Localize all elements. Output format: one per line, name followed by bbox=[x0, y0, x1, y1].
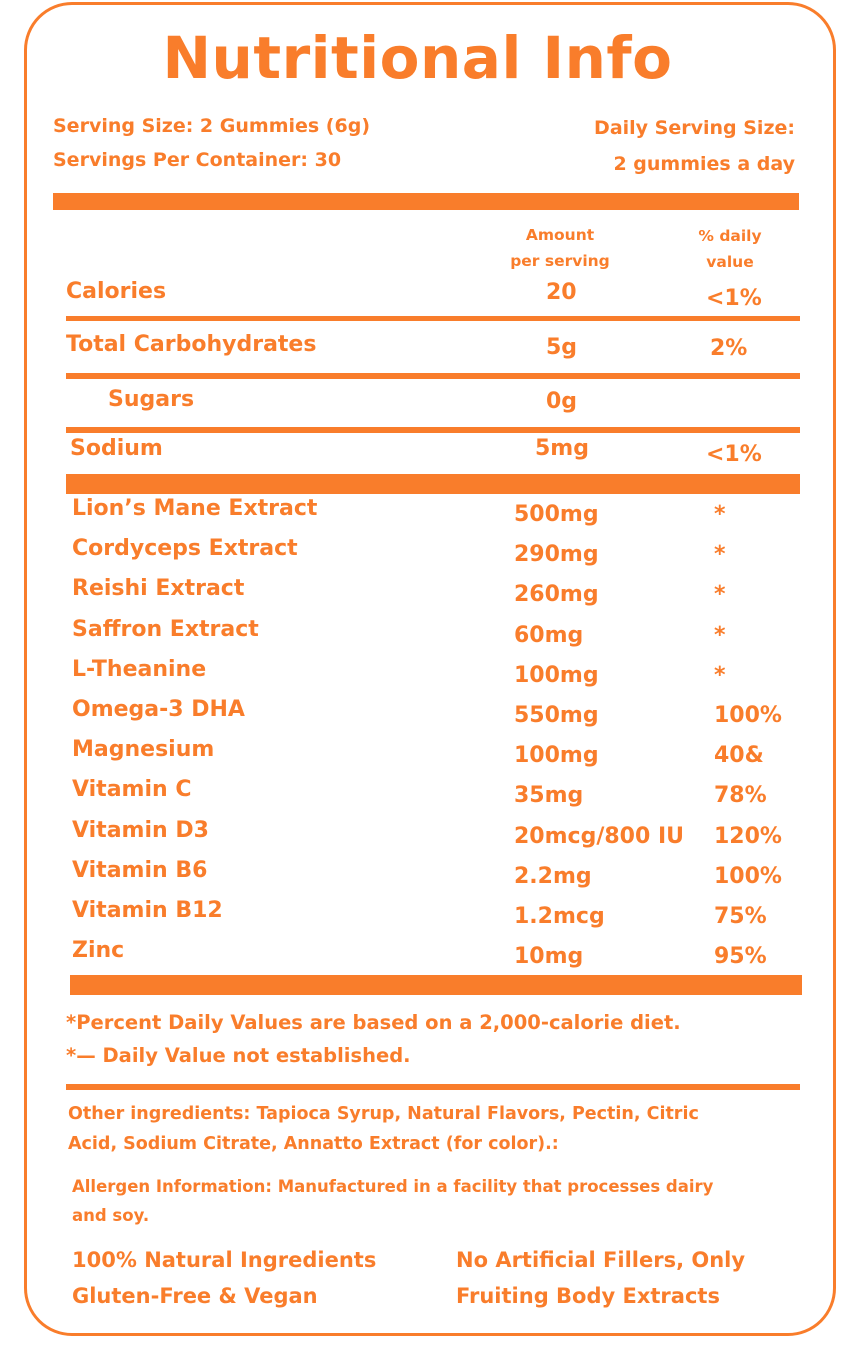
thick-divider bbox=[53, 193, 799, 210]
nutrient-daily-value: 2% bbox=[710, 336, 748, 361]
ingredient-amount: 550mg bbox=[514, 703, 599, 728]
serving-size: Serving Size: 2 Gummies (6g) bbox=[53, 115, 370, 137]
thick-divider bbox=[66, 474, 800, 494]
ingredient-amount: 100mg bbox=[514, 662, 599, 688]
ingredient-name: Omega-3 DHA bbox=[72, 697, 245, 722]
allergen-line: and soy. bbox=[72, 1206, 150, 1225]
nutrient-name: Total Carbohydrates bbox=[66, 332, 317, 357]
column-header-daily-value: % daily value bbox=[698, 227, 762, 271]
ingredient-daily-value: * bbox=[714, 502, 726, 527]
other-ingredients-line: Acid, Sodium Citrate, Annatto Extract (for color).: bbox=[68, 1134, 559, 1154]
nutrient-name: Calories bbox=[66, 279, 167, 304]
nutrient-amount: 0g bbox=[546, 389, 578, 414]
ingredient-amount: 2.2mg bbox=[514, 863, 592, 889]
ingredient-name: Reishi Extract bbox=[72, 576, 245, 602]
ingredient-amount: 20mcg/800 IU bbox=[514, 823, 684, 849]
column-header-amount: Amount per serving bbox=[510, 226, 610, 270]
claim-natural: 100% Natural Ingredients bbox=[72, 1248, 377, 1272]
claim-fruiting-body: Fruiting Body Extracts bbox=[456, 1284, 720, 1308]
ingredient-daily-value: 40& bbox=[714, 743, 764, 769]
ingredient-name: Lion’s Mane Extract bbox=[72, 496, 318, 521]
ingredient-daily-value: 78% bbox=[714, 783, 767, 809]
ingredient-daily-value: * bbox=[714, 622, 726, 648]
row-divider bbox=[66, 427, 800, 433]
footnote-percent-dv: *Percent Daily Values are based on a 2,000-calorie diet. bbox=[66, 1011, 681, 1034]
row-divider bbox=[66, 316, 800, 321]
page-title: Nutritional Info bbox=[162, 24, 673, 92]
nutrient-amount: 20 bbox=[546, 280, 577, 305]
ingredient-amount: 60mg bbox=[514, 622, 584, 648]
servings-per-container: Servings Per Container: 30 bbox=[53, 149, 342, 171]
ingredient-daily-value: * bbox=[714, 542, 726, 568]
ingredient-amount: 500mg bbox=[514, 502, 599, 527]
nutrient-amount: 5g bbox=[546, 335, 578, 360]
row-divider bbox=[66, 1084, 800, 1090]
ingredient-amount: 260mg bbox=[514, 582, 599, 608]
nutrient-daily-value: <1% bbox=[706, 442, 762, 467]
footnote-not-established: *— Daily Value not established. bbox=[66, 1044, 411, 1067]
ingredient-amount: 290mg bbox=[514, 542, 599, 568]
ingredient-daily-value: 75% bbox=[714, 904, 767, 929]
nutrient-daily-value: <1% bbox=[706, 286, 762, 311]
thick-divider bbox=[70, 975, 802, 995]
row-divider bbox=[66, 373, 800, 379]
ingredient-amount: 10mg bbox=[514, 944, 584, 970]
claim-gluten-free: Gluten-Free & Vegan bbox=[72, 1284, 318, 1308]
ingredient-daily-value: 95% bbox=[714, 944, 767, 970]
ingredient-name: Vitamin C bbox=[72, 777, 192, 803]
ingredient-name: Zinc bbox=[72, 938, 125, 964]
other-ingredients-line: Other ingredients: Tapioca Syrup, Natural Flavors, Pectin, Citric bbox=[68, 1104, 699, 1124]
ingredient-name: Saffron Extract bbox=[72, 616, 259, 642]
ingredient-name: L-Theanine bbox=[72, 656, 207, 682]
ingredient-name: Vitamin B6 bbox=[72, 857, 208, 883]
ingredient-name: Magnesium bbox=[72, 737, 215, 763]
ingredient-daily-value: * bbox=[714, 582, 726, 608]
ingredient-amount: 35mg bbox=[514, 783, 584, 809]
ingredient-name: Vitamin D3 bbox=[72, 817, 209, 843]
claim-no-fillers: No Artificial Fillers, Only bbox=[456, 1248, 746, 1272]
ingredient-daily-value: 120% bbox=[714, 823, 782, 849]
daily-serving-label: Daily Serving Size: bbox=[594, 117, 795, 139]
ingredient-name: Cordyceps Extract bbox=[72, 536, 298, 562]
nutrient-amount: 5mg bbox=[535, 436, 589, 461]
nutrient-name: Sugars bbox=[108, 387, 195, 412]
nutrient-name: Sodium bbox=[70, 436, 163, 461]
daily-serving-value: 2 gummies a day bbox=[613, 153, 795, 175]
ingredient-daily-value: 100% bbox=[714, 703, 782, 728]
allergen-line: Allergen Information: Manufactured in a facility that processes dairy bbox=[72, 1177, 714, 1196]
ingredient-daily-value: 100% bbox=[714, 863, 782, 889]
ingredient-amount: 100mg bbox=[514, 743, 599, 769]
ingredient-daily-value: * bbox=[714, 662, 726, 688]
ingredient-amount: 1.2mcg bbox=[514, 904, 605, 929]
ingredient-name: Vitamin B12 bbox=[72, 898, 223, 923]
